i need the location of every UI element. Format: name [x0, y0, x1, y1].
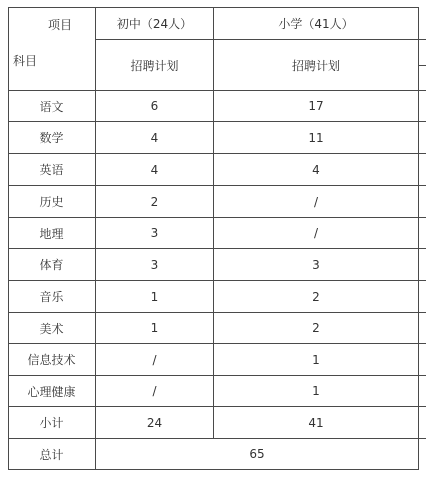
junior-count-cell: 4	[150, 130, 159, 145]
primary-count-cell: 17	[308, 99, 324, 113]
primary-count-cell: /	[313, 226, 319, 240]
junior-count-cell: 2	[150, 194, 159, 209]
junior-count-cell: /	[152, 352, 157, 367]
junior-subtotal-cell: 24	[146, 415, 163, 430]
corner-header-item: 项目	[47, 17, 72, 32]
junior-count-cell: 1	[150, 321, 159, 335]
primary-count-cell: /	[313, 194, 319, 209]
junior-count-cell: /	[152, 384, 157, 398]
total-label-cell: 总计	[39, 447, 64, 462]
subject-cell: 语文	[39, 99, 64, 114]
subject-cell: 历史	[39, 195, 64, 209]
primary-count-cell: 1	[312, 384, 320, 398]
junior-count-cell: 3	[150, 226, 159, 240]
table-rule	[418, 65, 426, 66]
subject-cell: 地理	[39, 226, 64, 241]
primary-count-cell: 2	[312, 289, 320, 304]
subject-cell: 音乐	[39, 290, 64, 304]
junior-count-cell: 6	[150, 99, 159, 113]
corner-header-subject: 科目	[12, 53, 37, 68]
primary-count-cell: 3	[312, 257, 320, 272]
table-rule	[8, 469, 418, 470]
junior-group-header: 初中（24人）	[116, 17, 193, 31]
primary-subtotal-cell: 41	[308, 415, 324, 430]
subject-cell: 心理健康	[27, 384, 76, 399]
subject-cell: 信息技术	[27, 353, 76, 367]
subtotal-label-cell: 小计	[39, 416, 64, 430]
junior-count-cell: 3	[150, 257, 159, 272]
subject-cell: 数学	[39, 131, 64, 145]
junior-count-cell: 1	[150, 289, 159, 304]
recruitment-table	[8, 7, 426, 470]
total-value-cell: 65	[249, 447, 265, 461]
primary-sub-header: 招聘计划	[291, 58, 340, 73]
subject-cell: 体育	[39, 258, 64, 272]
table-rule	[418, 7, 419, 470]
primary-count-cell: 11	[308, 130, 324, 145]
primary-count-cell: 1	[312, 352, 320, 367]
subject-cell: 美术	[39, 321, 64, 336]
primary-group-header: 小学（41人）	[278, 17, 354, 31]
primary-count-cell: 2	[312, 321, 320, 335]
junior-sub-header: 招聘计划	[130, 58, 179, 73]
junior-count-cell: 4	[150, 162, 159, 177]
primary-count-cell: 4	[312, 162, 320, 177]
subject-cell: 英语	[39, 163, 64, 177]
